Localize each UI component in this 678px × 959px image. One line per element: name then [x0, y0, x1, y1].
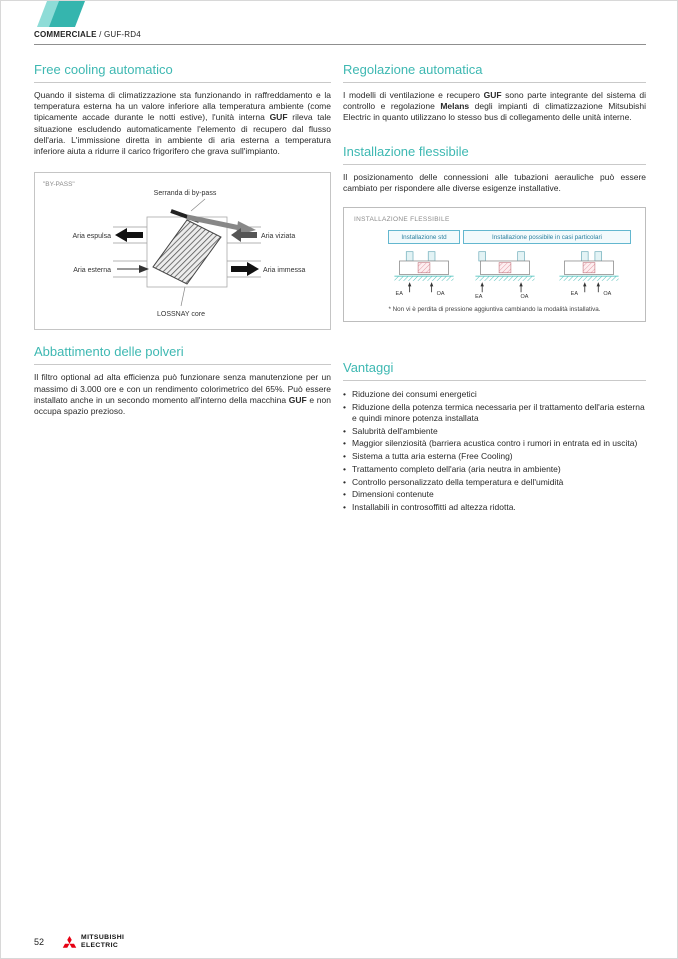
text-run: rileva tale situazione escludendo automaticamente l'elemento di recupero dal flusso dell'aria. L'immissione diretta in ambiente di aria esterna a temperatura inferiore aiuta a ridurre il carico frigorifero che grava sull'impianto. [34, 112, 331, 157]
page-corner-logo-icon [31, 1, 85, 27]
text-run-bold: GUF [483, 90, 502, 100]
text-run: Il filtro optional ad alta efficienza può funzionare senza manutenzione per un massimo di 3.000 ore e con un rendimento colorimetrico del 65%. Può essere installato anche in un secondo momento all'interno della macchina [34, 372, 331, 405]
duct-pipe [428, 252, 435, 261]
list-item: • Trattamento completo dell'aria (aria neutra in ambiente) [343, 464, 646, 475]
brand-line-1: MITSUBISHI [81, 934, 125, 942]
installation-paragraph: Il posizionamento delle connessioni alle tubazioni aerauliche può essere cambiato per rispondere alle diverse esigenze installative. [343, 171, 646, 193]
duct-pipe [518, 252, 525, 261]
bypass-diagram-graphic [35, 173, 330, 329]
ea-label: EA [395, 290, 403, 297]
list-item: • Sistema a tutta aria esterna (Free Cooling) [343, 451, 646, 462]
installation-diagram [343, 207, 646, 322]
unit-core-element [499, 263, 511, 273]
breadcrumb-separator: / [96, 30, 104, 39]
ground-hatch [475, 277, 534, 281]
left-column [34, 62, 331, 417]
installation-footnote: * Non vi è perdita di pressione aggiuntiva cambiando la modalità installativa. [388, 306, 601, 314]
text-run: Quando il sistema di climatizzazione sta funzionando in raffreddamento e la temperatura esterna ha un valore inferiore alla temperatura ambiente (come tipicamente accade durante le notti estive), l'unità interna [34, 90, 331, 123]
duct-pipe [479, 252, 486, 261]
supply-air-arrow [231, 262, 259, 276]
ground-hatch [394, 277, 453, 281]
mitsubishi-logo [62, 934, 124, 949]
section-title-free-cooling: Free cooling automatico [34, 62, 331, 83]
text-run: I modelli di ventilazione e recupero [343, 90, 484, 100]
list-item: • Installabili in controsoffitti ad altezza ridotta. [343, 502, 646, 513]
text-run-bold: GUF [288, 394, 307, 405]
section-title-dust: Abbattimento delle polveri [34, 344, 331, 365]
oa-arrow-head [430, 282, 433, 286]
stale-air-label: Aria viziata [261, 233, 296, 241]
installation-units-alt [463, 250, 631, 299]
installation-diagram-caption: INSTALLAZIONE FLESSIBILE [354, 216, 450, 224]
text-run: sono parte integrante del sistema di controllo e regolazione [343, 90, 646, 112]
advantages-list [343, 389, 646, 513]
exhaust-arrow [115, 228, 143, 242]
section-installation [343, 144, 646, 322]
installation-header-row [388, 230, 631, 244]
duct-pipe [595, 252, 602, 261]
breadcrumb-category: COMMERCIALE [34, 30, 97, 39]
text-run: degli impianti di climatizzazione Mitsubishi Electric in quanto utilizzano lo stesso bus di collegamento delle unità interne. [343, 101, 647, 123]
oa-arrow-head [519, 282, 522, 286]
ea-arrow-head [481, 282, 484, 286]
section-free-cooling [34, 62, 331, 330]
unit-diagram-std [391, 250, 457, 299]
ea-arrow-head [408, 282, 411, 286]
free-cooling-paragraph [34, 90, 331, 157]
installation-std-header: Installazione std [388, 230, 460, 244]
list-item: • Riduzione della potenza termica necessaria per il trattamento dell'aria esterna e quindi minore potenza installata [343, 402, 646, 424]
unit-core-element [418, 263, 430, 273]
list-item: • Controllo personalizzato della temperatura e dell'umidità [343, 477, 646, 488]
unit-core-element [583, 263, 595, 273]
ea-arrow-head [583, 282, 586, 286]
header-divider [34, 44, 646, 45]
damper-leader-line [191, 199, 205, 211]
section-advantages [343, 360, 646, 513]
damper-label: Serranda di by-pass [153, 190, 217, 198]
oa-arrow-head [597, 282, 600, 286]
installation-units-row [388, 250, 631, 299]
installation-unit-std [388, 250, 460, 299]
bypass-diagram [34, 172, 331, 330]
right-column [343, 62, 646, 515]
text-run-bold: GUF [269, 112, 288, 123]
page-footer [34, 934, 124, 949]
section-title-regulation: Regolazione automatica [343, 62, 646, 83]
unit-diagram-alt-1 [472, 250, 538, 299]
outdoor-air-label: Aria esterna [73, 267, 111, 275]
core-leader-line [181, 287, 185, 306]
unit-diagram-alt-2 [556, 250, 622, 299]
regulation-paragraph [343, 90, 646, 124]
list-item: • Riduzione dei consumi energetici [343, 389, 646, 400]
oa-label: OA [436, 290, 445, 297]
section-title-installation: Installazione flessibile [343, 144, 646, 165]
section-dust [34, 344, 331, 417]
ea-label: EA [475, 294, 483, 300]
ground-hatch [559, 277, 618, 281]
oa-label: OA [603, 290, 612, 297]
mitsubishi-wordmark [81, 934, 124, 949]
supply-air-label: Aria immessa [263, 267, 306, 275]
dust-paragraph [34, 372, 331, 417]
brand-line-2: ELECTRIC [81, 941, 119, 949]
breadcrumb-product: GUF-RD4 [103, 30, 141, 39]
list-item: • Dimensioni contenute [343, 489, 646, 500]
outdoor-air-arrow-head [139, 265, 149, 273]
section-regulation [343, 62, 646, 124]
bypass-caption: "BY-PASS" [43, 181, 75, 189]
ea-label: EA [570, 290, 579, 297]
duct-pipe [581, 252, 588, 261]
oa-label: OA [520, 294, 529, 300]
duct-pipe [406, 252, 413, 261]
breadcrumb [34, 30, 141, 39]
installation-alt-header: Installazione possibile in casi particolari [463, 230, 631, 244]
exhaust-label: Aria espulsa [72, 233, 111, 241]
core-label: LOSSNAY core [157, 311, 205, 319]
section-title-advantages: Vantaggi [343, 360, 646, 381]
text-run-bold: Melans [440, 101, 470, 112]
list-item: • Maggior silenziosità (barriera acustica contro i rumori in entrata ed in uscita) [343, 438, 646, 449]
page-number: 52 [34, 936, 45, 947]
list-item: • Salubrità dell'ambiente [343, 426, 646, 437]
text-run: e non occupa spazio prezioso. [34, 394, 331, 416]
mitsubishi-diamonds-icon [62, 935, 77, 949]
lossnay-core-shape [153, 220, 221, 284]
